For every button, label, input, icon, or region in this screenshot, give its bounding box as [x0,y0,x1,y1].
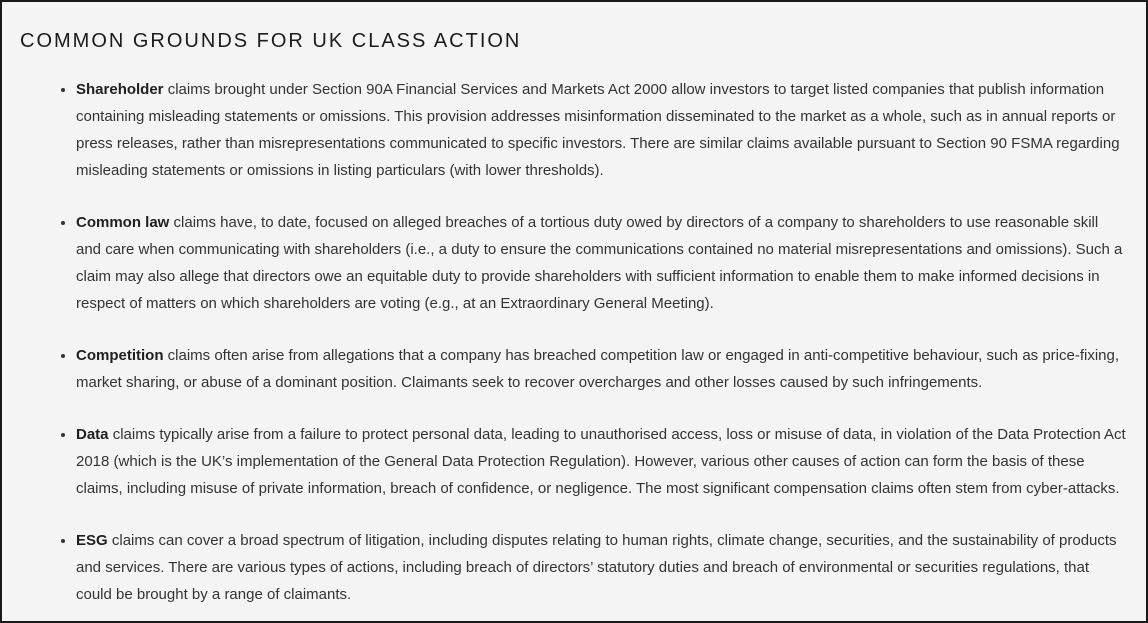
list-item-shareholder [76,76,1128,184]
list-item-common-law [76,209,1128,317]
grounds-list [20,76,1128,608]
bullet-text: claims often arise from allegations that a company has breached competition law or engaged in anti-competitive behaviour, such as price-fixing, market sharing, or abuse of a dominant position. Claimants seek to recover overcharges and other losses caused by such infringements. [76,347,1120,391]
bullet-term: ESG [76,532,108,549]
list-item-esg [76,527,1128,608]
bullet-text: claims typically arise from a failure to protect personal data, leading to unauthorised access, loss or misuse of data, in violation of the Data Protection Act 2018 (which is the UK’s implementation of the General Data Protection Regulation). However, various other causes of action can form the basis of these claims, including misuse of private information, breach of confidence, or negligence. The most significant compensation claims often stem from cyber-attacks. [76,426,1126,497]
page-title: COMMON GROUNDS FOR UK CLASS ACTION [20,30,522,52]
list-item-data [76,421,1128,502]
bullet-term: Common law [76,214,170,231]
bullet-text: claims have, to date, focused on alleged breaches of a tortious duty owed by directors of a company to shareholders to use reasonable skill and care when communicating with shareholders (i.e., a duty to ensure the communications contained no material misrepresentations and omissions). Such a claim may also allege that directors owe an equitable duty to provide shareholders with sufficient information to enable them to make informed decisions in respect of matters on which shareholders are voting (e.g., at an Extraordinary General Meeting). [76,214,1123,312]
bullet-text: claims can cover a broad spectrum of litigation, including disputes relating to human rights, climate change, securities, and the sustainability of products and services. There are various types of actions, including breach of directors’ statutory duties and breach of environmental or securities regulations, that could be brought by a range of claimants. [76,532,1117,603]
bullet-term: Data [76,426,109,443]
list-item-competition [76,342,1128,396]
bullet-term: Competition [76,347,164,364]
bullet-term: Shareholder [76,81,164,98]
bullet-text: claims brought under Section 90A Financial Services and Markets Act 2000 allow investors to target listed companies that publish information containing misleading statements or omissions. This provision addresses misinformation disseminated to the market as a whole, such as in annual reports or press releases, rather than misrepresentations communicated to specific investors. There are similar claims available pursuant to Section 90 FSMA regarding misleading statements or omissions in listing particulars (with lower thresholds). [76,81,1120,179]
